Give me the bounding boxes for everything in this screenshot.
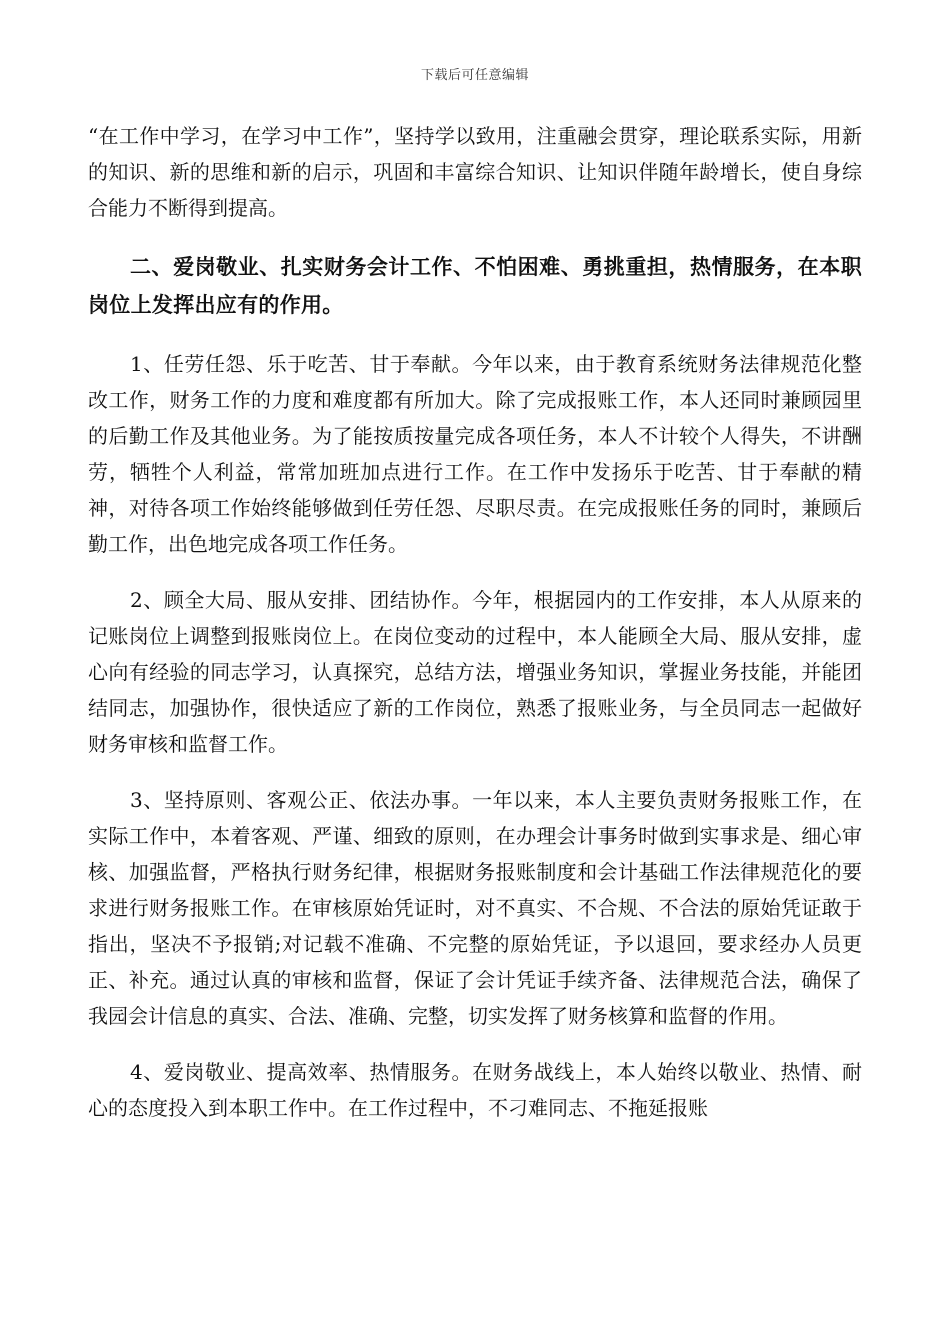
section-heading: 二、爱岗敬业、扎实财务会计工作、不怕困难、勇挑重担，热情服务，在本职岗位上发挥出应有的作用。 bbox=[88, 254, 862, 317]
intro-paragraph: “在工作中学习，在学习中工作”，坚持学以致用，注重融会贯穿，理论联系实际，用新的知识、新的思维和新的启示，巩固和丰富综合知识、让知识伴随年龄增长，使自身综合能力不断得到提高。 bbox=[88, 124, 862, 220]
page-header-note: 下载后可任意编辑 bbox=[420, 68, 529, 83]
paragraph-4: 4、爱岗敬业、提高效率、热情服务。在财务战线上，本人始终以敬业、热情、耐心的态度投入到本职工作中。在工作过程中，不刁难同志、不拖延报账 bbox=[88, 1060, 862, 1120]
paragraph-2: 2、顾全大局、服从安排、团结协作。今年，根据园内的工作安排，本人从原来的记账岗位上调整到报账岗位上。在岗位变动的过程中，本人能顾全大局、服从安排，虚心向有经验的同志学习，认真探究，总结方法，增强业务知识，掌握业务技能，并能团结同志，加强协作，很快适应了新的工作岗位，熟悉了报账业务，与全员同志一起做好财务审核和监督工作。 bbox=[88, 588, 862, 756]
paragraph-3: 3、坚持原则、客观公正、依法办事。一年以来，本人主要负责财务报账工作，在实际工作中，本着客观、严谨、细致的原则，在办理会计事务时做到实事求是、细心审核、加强监督，严格执行财务纪律，根据财务报账制度和会计基础工作法律规范化的要求进行财务报账工作。在审核原始凭证时，对不真实、不合规、不合法的原始凭证敢于指出，坚决不予报销;对记载不准确、不完整的原始凭证，予以退回，要求经办人员更正、补充。通过认真的审核和监督，保证了会计凭证手续齐备、法律规范合法，确保了我园会计信息的真实、合法、准确、完整，切实发挥了财务核算和监督的作用。 bbox=[88, 788, 862, 1028]
document-body bbox=[88, 118, 862, 1146]
paragraph-1: 1、任劳任怨、乐于吃苦、甘于奉献。今年以来，由于教育系统财务法律规范化整改工作，财务工作的力度和难度都有所加大。除了完成报账工作，本人还同时兼顾园里的后勤工作及其他业务。为了能按质按量完成各项任务，本人不计较个人得失，不讲酬劳，牺牲个人利益，常常加班加点进行工作。在工作中发扬乐于吃苦、甘于奉献的精神，对待各项工作始终能够做到任劳任怨、尽职尽责。在完成报账任务的同时，兼顾后勤工作，出色地完成各项工作任务。 bbox=[88, 352, 862, 556]
